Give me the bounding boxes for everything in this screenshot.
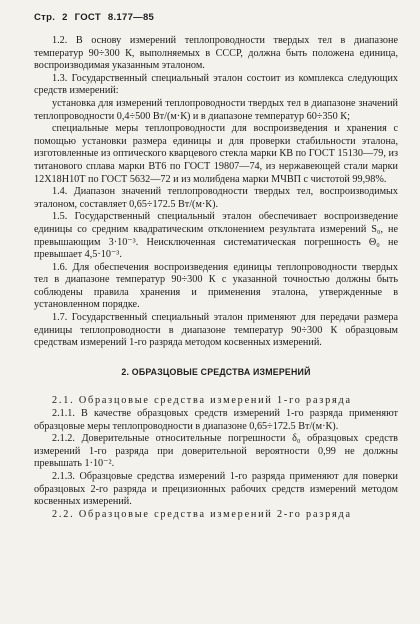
page-header [34,12,398,23]
page-number: 2 [62,12,68,23]
paragraph-1-2: 1.2. В основу измерений теплопроводности твердых тел в диапазоне температур 90÷300 К, выполняемых в СССР, должна быть положена единица, воспроизводимая указанным эталоном. [34,35,398,72]
paragraph-2-1-3: 2.1.3. Образцовые средства измерений 1-го разряда применяют для поверки образцовых 2-го разряда и прецизионных рабочих средств измерений методом косвенных измерений. [34,471,398,508]
paragraph-2-2: 2.2. Образцовые средства измерений 2-го разряда [52,508,352,520]
page-label: Стр. [34,12,56,23]
standard-number: 8.177—85 [107,12,155,23]
paragraph-1-6: 1.6. Для обеспечения воспроизведения единицы теплопроводности твердых тел в диапазоне температур 90÷300 К с указанной точностью должны быть соблюдены правила хранения и применения эталона, утвержденные в установленном порядке. [34,261,398,311]
standard-label: ГОСТ [74,12,101,23]
paragraph-measures: специальные меры теплопроводности для воспроизведения и хранения с помощью установки размера единицы и для проверки стабильности эталона, изготовленные из оптического кварцевого стекла марки КВ по ГОСТ 15130—79, из титанового сплава марки ВТ6 по ГОСТ 19807—74, из нержавеющей стали марки 12Х18Н10Т по ГОСТ 5632—72 и из молибдена марки МЧВП с чистотой 99,98%. [34,123,398,185]
paragraph-installation: установка для измерений теплопроводности твердых тел в диапазоне значений теплопроводности 0,4÷500 Вт/(м·К) и в диапазоне температур 60÷350 К; [34,97,398,122]
paragraph-1-7: 1.7. Государственный специальный эталон применяют для передачи размера единицы теплопроводности в диапазоне температур 90÷300 К образцовым средствам измерений 1-го разряда методом косвенных измерений. [34,312,398,349]
paragraph-1-5: 1.5. Государственный специальный эталон обеспечивает воспроизведение единицы со средним квадратическим отклонением результата измерений S₀, не превышающим 3·10⁻³. Неисключенная систематическая погрешность Θ₀ не превышает 4,5·10⁻³. [34,211,398,261]
paragraph-2-1-2: 2.1.2. Доверительные относительные погрешности δ₀ образцовых средств измерений 1-го разряда при доверительной вероятности 0,99 не должны превышать 1·10⁻². [34,433,398,470]
paragraph-1-3: 1.3. Государственный специальный эталон состоит из комплекса следующих средств измерений: [34,72,398,97]
paragraph-1-4: 1.4. Диапазон значений теплопроводности твердых тел, воспроизводимых эталоном, составляет 0,65÷172.5 Вт/(м·К). [34,186,398,210]
paragraph-2-1-1: 2.1.1. В качестве образцовых средств измерений 1-го разряда применяют образцовые меры теплопроводности в диапазоне 0,65÷172.5 Вт/(м·К). [34,408,398,432]
paragraph-2-1: 2.1. Образцовые средства измерений 1-го разряда [52,395,352,407]
section-title: 2. ОБРАЗЦОВЫЕ СРЕДСТВА ИЗМЕРЕНИЙ [121,366,311,377]
